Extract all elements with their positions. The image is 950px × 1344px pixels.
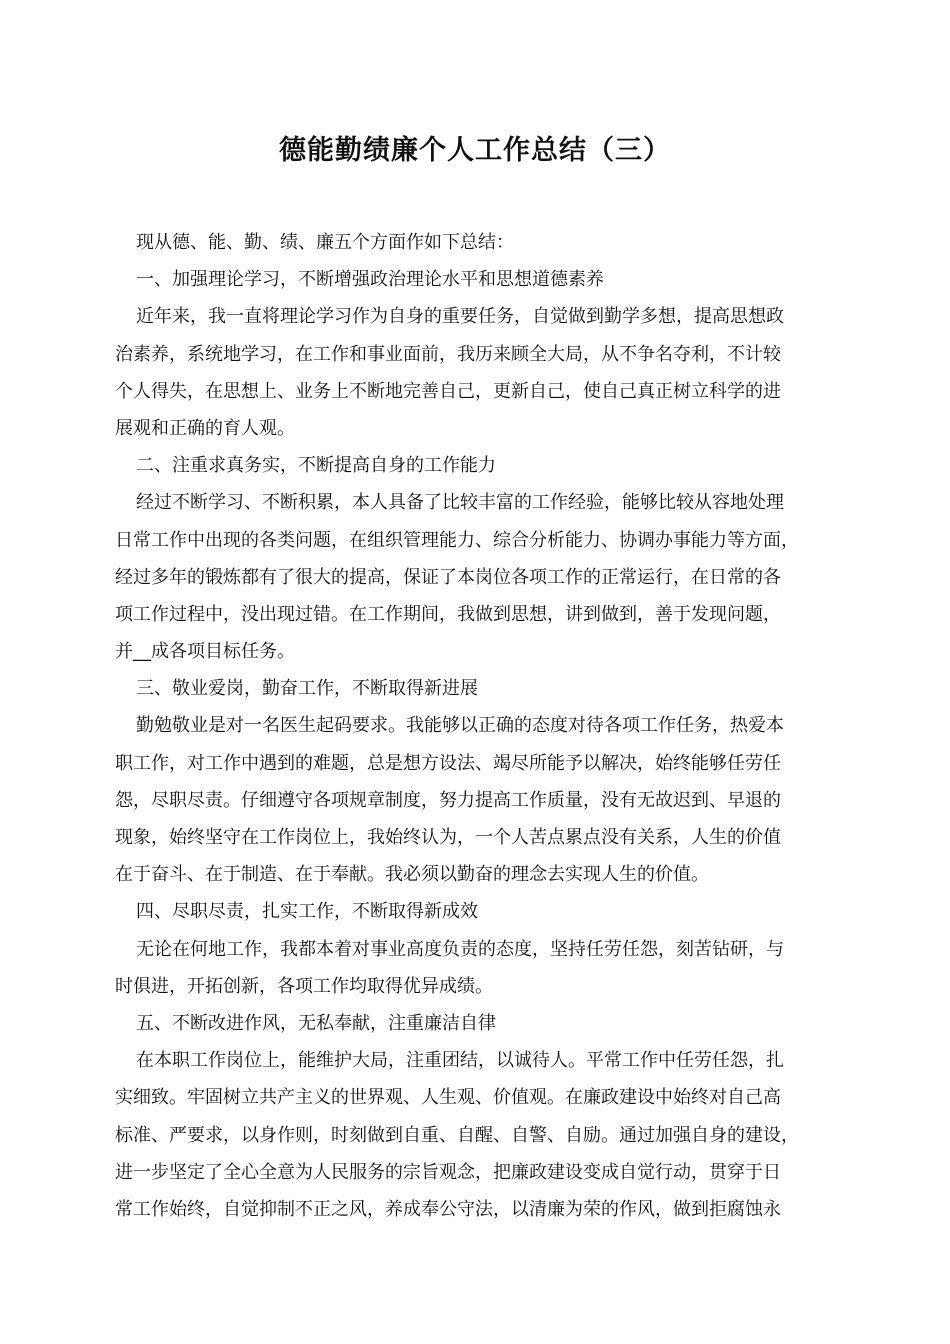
paragraph-line: 标准、严要求，以身作则，时刻做到自重、自醒、自警、自励。通过加强自身的建设， <box>115 1124 799 1146</box>
document-title: 德能勤绩廉个人工作总结（三） <box>279 135 671 166</box>
paragraph-line: 项工作过程中，没出现过错。在工作期间，我做到思想，讲到做到，善于发现问题， <box>115 603 781 625</box>
paragraph-line: 个人得失，在思想上、业务上不断地完善自己，更新自己，使自己真正树立科学的进 <box>115 380 781 402</box>
paragraph-line: 怨，尽职尽责。仔细遵守各项规章制度，努力提高工作质量，没有无故迟到、早退的 <box>115 789 781 811</box>
paragraph-line: 勤勉敬业是对一名医生起码要求。我能够以正确的态度对待各项工作任务，热爱本 <box>136 715 784 737</box>
paragraph-line: 经过多年的锻炼都有了很大的提高，保证了本岗位各项工作的正常运行，在日常的各 <box>115 566 781 588</box>
section-heading-1: 一、加强理论学习，不断增强政治理论水平和思想道德素养 <box>136 269 604 291</box>
paragraph-line: 日常工作中出现的各类问题，在组织管理能力、综合分析能力、协调办事能力等方面， <box>115 529 799 551</box>
paragraph-line: 并__成各项目标任务。 <box>115 641 295 663</box>
intro-line: 现从德、能、勤、绩、廉五个方面作如下总结： <box>136 232 514 253</box>
document-body <box>115 224 855 1228</box>
paragraph-line: 在本职工作岗位上，能维护大局，注重团结，以诚待人。平常工作中任劳任怨，扎 <box>136 1050 784 1072</box>
paragraph-line: 在于奋斗、在于制造、在于奉献。我必须以勤奋的理念去实现人生的价值。 <box>115 864 709 886</box>
paragraph-line: 常工作始终，自觉抑制不正之风，养成奉公守法，以清廉为荣的作风，做到拒腐蚀永 <box>115 1198 781 1220</box>
section-heading-2: 二、注重求真务实，不断提高自身的工作能力 <box>136 455 496 477</box>
paragraph-line: 无论在何地工作，我都本着对事业高度负责的态度，坚持任劳任怨，刻苦钻研，与 <box>136 938 784 960</box>
section-heading-5: 五、不断改进作风，无私奉献，注重廉洁自律 <box>136 1012 496 1034</box>
paragraph-line: 实细致。牢固树立共产主义的世界观、人生观、价值观。在廉政建设中始终对自己高 <box>115 1087 781 1109</box>
paragraph-line: 展观和正确的育人观。 <box>115 417 295 439</box>
section-heading-3: 三、敬业爱岗，勤奋工作，不断取得新进展 <box>136 678 478 700</box>
paragraph-line: 治素养，系统地学习，在工作和事业面前，我历来顾全大局，从不争名夺利，不计较 <box>115 343 781 365</box>
paragraph-line: 经过不断学习、不断积累，本人具备了比较丰富的工作经验，能够比较从容地处理 <box>136 492 784 514</box>
paragraph-line: 时俱进，开拓创新，各项工作均取得优异成绩。 <box>115 975 493 997</box>
paragraph-line: 近年来，我一直将理论学习作为自身的重要任务，自觉做到勤学多想，提高思想政 <box>136 306 784 328</box>
paragraph-line: 职工作，对工作中遇到的难题，总是想方设法、竭尽所能予以解决，始终能够任劳任 <box>115 752 781 774</box>
section-heading-4: 四、尽职尽责，扎实工作，不断取得新成效 <box>136 901 478 923</box>
paragraph-line: 现象，始终坚守在工作岗位上，我始终认为，一个人苦点累点没有关系，人生的价值 <box>115 827 781 848</box>
paragraph-line: 进一步坚定了全心全意为人民服务的宗旨观念，把廉政建设变成自觉行动，贯穿于日 <box>115 1161 781 1183</box>
